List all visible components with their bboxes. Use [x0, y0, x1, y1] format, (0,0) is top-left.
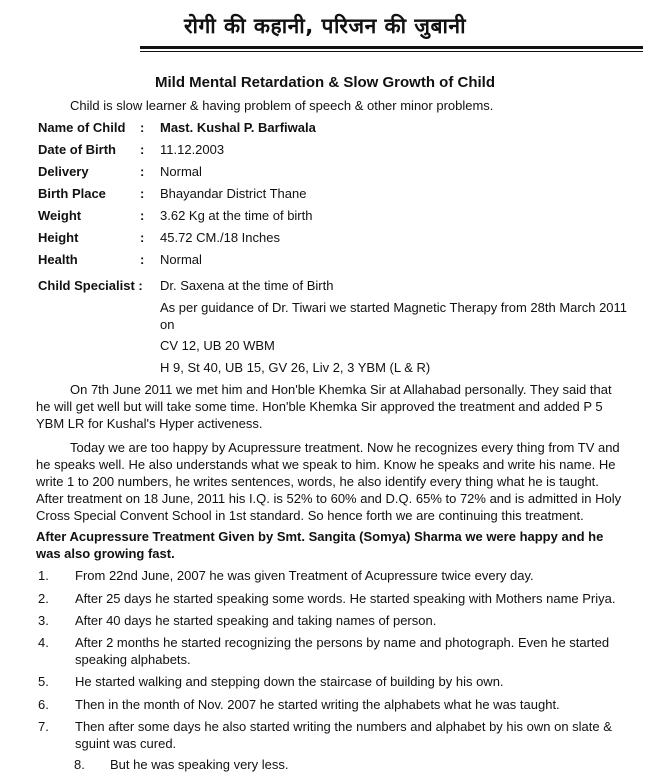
detail-label: Weight [38, 208, 82, 223]
item-number: 7. [38, 719, 49, 734]
list-item: Then after some days he also started writing the numbers and alphabet by his own on slate & [75, 719, 612, 734]
paragraph-line: YBM LR for Kushal's Hyper activeness. [36, 416, 263, 431]
list-item: After 40 days he started speaking and taking names of person. [75, 613, 437, 628]
header-rule-thin [140, 51, 643, 52]
paragraph-line: write 1 to 200 numbers, he writes sentences, words, he also identify every thing what he is taught. [36, 474, 599, 489]
detail-value: Mast. Kushal P. Barfiwala [160, 120, 316, 135]
paragraph-line: Today we are too happy by Acupressure treatment. Now he recognizes every thing from TV and [70, 440, 620, 455]
list-item: speaking alphabets. [75, 652, 191, 667]
therapy-line: on [160, 317, 175, 332]
detail-colon: : [140, 142, 145, 157]
paragraph-line: After treatment on 18 June, 2011 his I.Q. is 52% to 60% and D.Q. 65% to 72% and is admitted in Holy [36, 491, 622, 506]
detail-label: Health [38, 252, 78, 267]
list-item: After 2 months he started recognizing the persons by name and photograph. Even he started [75, 635, 610, 650]
list-item: He started walking and stepping down the staircase of building by his own. [75, 674, 504, 689]
item-number: 1. [38, 568, 49, 583]
paragraph-line: he speaks well. He also understands what we speak to him. Know he speaks and write his name. He [36, 457, 616, 472]
detail-value: 45.72 CM./18 Inches [160, 230, 280, 245]
header-rule-thick [140, 46, 643, 49]
detail-label: Child Specialist : [38, 278, 143, 293]
paragraph-line: Cross Special Convent School in 1st standard. So hence forth we are continuing this treatment. [36, 508, 584, 523]
therapy-line: As per guidance of Dr. Tiwari we started Magnetic Therapy from 28th March 2011 [160, 300, 628, 315]
detail-value: Dr. Saxena at the time of Birth [160, 278, 334, 293]
item-number: 5. [38, 674, 49, 689]
list-item: But he was speaking very less. [110, 757, 289, 772]
detail-label: Name of Child [38, 120, 126, 135]
therapy-points: CV 12, UB 20 WBM [160, 338, 275, 353]
list-item: From 22nd June, 2007 he was given Treatment of Acupressure twice every day. [75, 568, 534, 583]
paragraph-line: On 7th June 2011 we met him and Hon'ble Khemka Sir at Allahabad personally. They said that [70, 382, 612, 397]
detail-colon: : [140, 164, 145, 179]
detail-value: Normal [160, 252, 202, 267]
detail-label: Height [38, 230, 79, 245]
detail-label: Birth Place [38, 186, 106, 201]
detail-value: Bhayandar District Thane [160, 186, 307, 201]
item-number: 6. [38, 697, 49, 712]
item-number: 8. [74, 757, 85, 772]
item-number: 3. [38, 613, 49, 628]
item-number: 2. [38, 591, 49, 606]
detail-colon: : [140, 120, 145, 135]
list-item: sguint was cured. [75, 736, 177, 751]
detail-colon: : [140, 230, 145, 245]
intro-text: Child is slow learner & having problem of speech & other minor problems. [70, 98, 494, 113]
therapy-points: H 9, St 40, UB 15, GV 26, Liv 2, 3 YBM (L & R) [160, 360, 431, 375]
detail-label: Date of Birth [38, 142, 116, 157]
paragraph-line: he will get well but will take some time. Hon'ble Khemka Sir approved the treatment and added P 5 [36, 399, 603, 414]
list-item: After 25 days he started speaking some words. He started speaking with Mothers name Priya. [75, 591, 616, 606]
detail-value: 3.62 Kg at the time of birth [160, 208, 313, 223]
detail-label: Delivery [38, 164, 89, 179]
list-item: Then in the month of Nov. 2007 he started writing the alphabets what he was taught. [75, 697, 560, 712]
detail-value: 11.12.2003 [160, 142, 225, 157]
detail-colon: : [140, 252, 145, 267]
section-heading: After Acupressure Treatment Given by Smt. Sangita (Somya) Sharma we were happy and he [36, 529, 604, 544]
detail-colon: : [140, 186, 145, 201]
item-number: 4. [38, 635, 49, 650]
section-heading: was also growing fast. [36, 546, 175, 561]
article-title: Mild Mental Retardation & Slow Growth of Child [155, 74, 495, 91]
page-header-hindi: रोगी की कहानी, परिजन की जुबानी [183, 14, 467, 38]
detail-colon: : [140, 208, 145, 223]
detail-value: Normal [160, 164, 202, 179]
